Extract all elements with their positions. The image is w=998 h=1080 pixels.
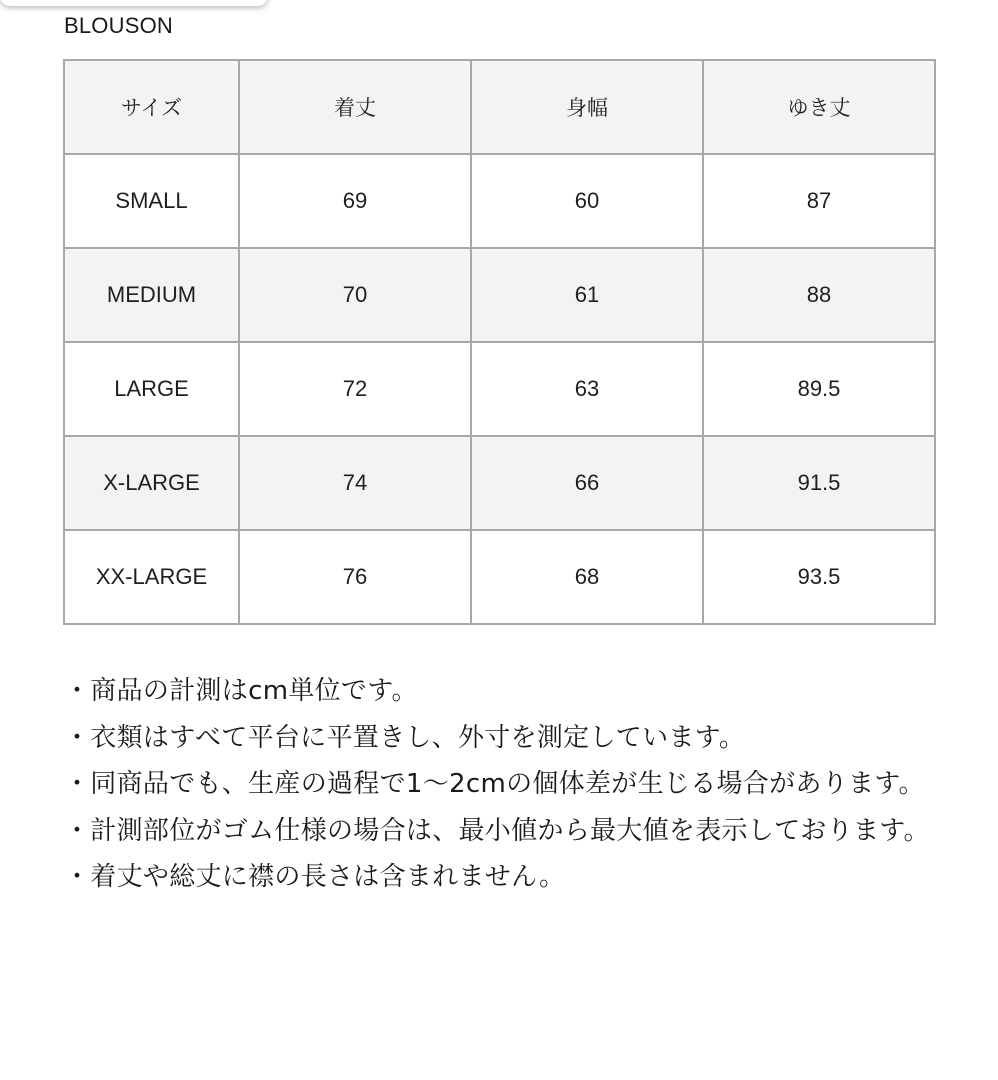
table-row (64, 436, 935, 530)
note-item: ・衣類はすべて平台に平置きし、外寸を測定しています。 (64, 722, 746, 753)
table-row (64, 342, 935, 436)
cell-width: 60 (471, 154, 703, 248)
header-size: サイズ (64, 60, 239, 154)
cell-size: MEDIUM (64, 248, 239, 342)
table-row (64, 154, 935, 248)
header-length: 着丈 (239, 60, 471, 154)
cell-width: 66 (471, 436, 703, 530)
note-item: ・商品の計測はcm単位です。 (64, 676, 418, 706)
cell-sleeve: 87 (703, 154, 935, 248)
section-title: BLOUSON (64, 13, 173, 38)
cell-length: 70 (239, 248, 471, 342)
note-item: ・同商品でも、生産の過程で1〜2cmの個体差が生じる場合があります。 (64, 769, 925, 799)
table-row (64, 248, 935, 342)
table-header-row (64, 60, 935, 154)
cell-length: 76 (239, 530, 471, 624)
header-sleeve: ゆき丈 (703, 60, 935, 154)
cell-sleeve: 89.5 (703, 342, 935, 436)
cell-width: 61 (471, 248, 703, 342)
popup-edge (0, 0, 268, 6)
cell-size: SMALL (64, 154, 239, 248)
cell-size: X-LARGE (64, 436, 239, 530)
cell-length: 74 (239, 436, 471, 530)
note-item: ・計測部位がゴム仕様の場合は、最小値から最大値を表示しております。 (64, 815, 930, 846)
cell-width: 68 (471, 530, 703, 624)
cell-size: XX-LARGE (64, 530, 239, 624)
cell-length: 69 (239, 154, 471, 248)
cell-sleeve: 91.5 (703, 436, 935, 530)
cell-sleeve: 88 (703, 248, 935, 342)
cell-width: 63 (471, 342, 703, 436)
cell-size: LARGE (64, 342, 239, 436)
size-table (63, 59, 936, 625)
table-row (64, 530, 935, 624)
note-item: ・着丈や総丈に襟の長さは含まれません。 (64, 862, 566, 892)
header-width: 身幅 (471, 60, 703, 154)
measurement-notes (64, 668, 934, 901)
cell-length: 72 (239, 342, 471, 436)
cell-sleeve: 93.5 (703, 530, 935, 624)
